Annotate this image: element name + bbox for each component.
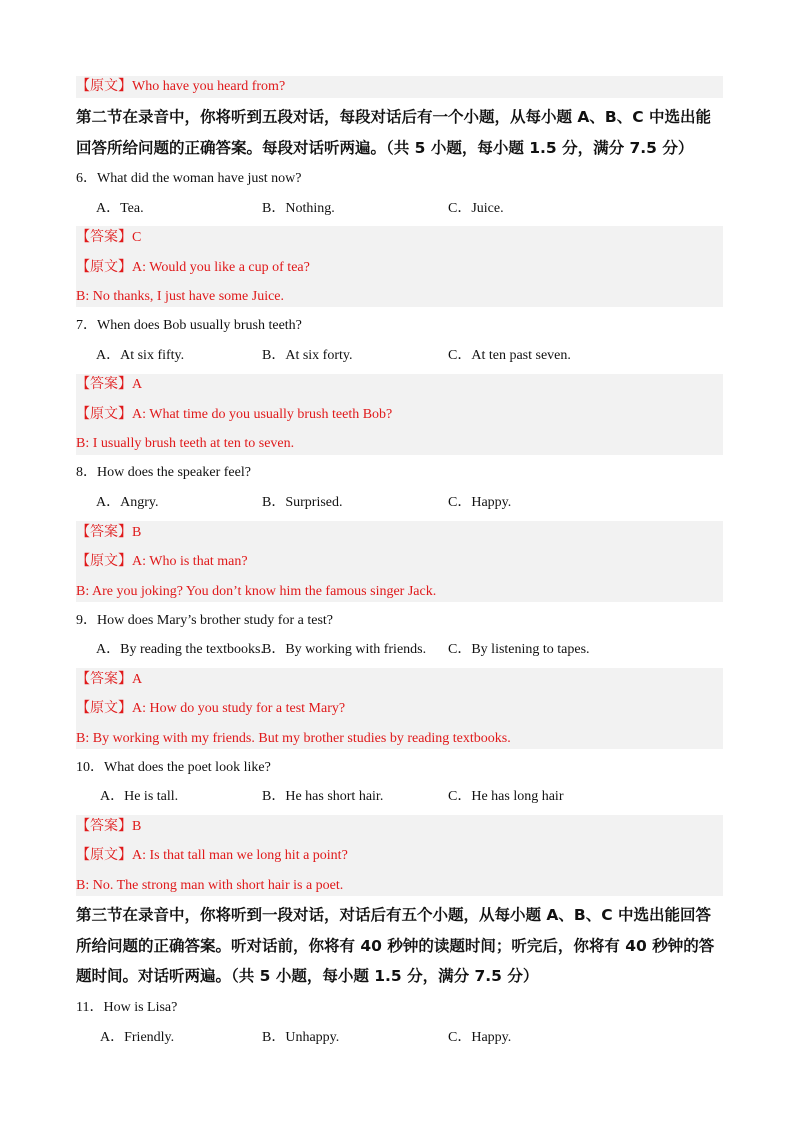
question-6: 6．What did the woman have just now? bbox=[76, 171, 302, 186]
option-c: C．Happy. bbox=[448, 495, 512, 510]
question-10: 10．What does the poet look like? bbox=[76, 760, 271, 775]
option-b: B．Surprised. bbox=[262, 495, 343, 510]
question-7: 7．When does Bob usually brush teeth? bbox=[76, 318, 302, 333]
question-9: 9．How does Mary’s brother study for a test? bbox=[76, 613, 334, 628]
option-b: B．At six forty. bbox=[262, 348, 353, 363]
option-a: A．Friendly. bbox=[100, 1030, 175, 1045]
answer: 【答案】B bbox=[76, 819, 142, 834]
option-c: C．By listening to tapes. bbox=[448, 642, 590, 657]
original-text: 【原文】A: Would you like a cup of tea? bbox=[76, 260, 310, 275]
option-c: C．Juice. bbox=[448, 201, 504, 216]
original-text: 【原文】A: Who is that man? bbox=[76, 554, 248, 569]
section-3-instructions: 第三节在录音中，你将听到一段对话，对话后有五个小题，从每小题 A、B、C 中选出能回答所给问题的正确答案。听对话前，你将有 40 秒钟的读题时间；听完后，你将有 40 秒钟的答题时间。对话听两遍。（共 5 小题，每小题 1.5 分，满分 7.5 分） bbox=[76, 906, 715, 985]
option-b: B．He has short hair. bbox=[262, 789, 384, 804]
original-text: 【原文】Who have you heard from? bbox=[76, 79, 286, 94]
question-8: 8．How does the speaker feel? bbox=[76, 465, 251, 480]
original-text: 【原文】A: Is that tall man we long hit a point? bbox=[76, 848, 348, 863]
answer: 【答案】C bbox=[76, 230, 142, 245]
option-a: A．Angry. bbox=[96, 495, 159, 510]
option-b: B．Nothing. bbox=[262, 201, 335, 216]
original-text: B: No thanks, I just have some Juice. bbox=[76, 289, 285, 304]
original-text: 【原文】A: What time do you usually brush teeth Bob? bbox=[76, 407, 393, 422]
original-text: B: No. The strong man with short hair is a poet. bbox=[76, 878, 344, 893]
original-text: B: Are you joking? You don’t know him the famous singer Jack. bbox=[76, 584, 437, 599]
option-a: A．At six fifty. bbox=[96, 348, 185, 363]
section-2-instructions: 第二节在录音中，你将听到五段对话，每段对话后有一个小题，从每小题 A、B、C 中选出能回答所给问题的正确答案。每段对话听两遍。（共 5 小题，每小题 1.5 分，满分 7.5 分） bbox=[76, 108, 711, 157]
option-c: C．He has long hair bbox=[448, 789, 564, 804]
answer: 【答案】A bbox=[76, 672, 143, 687]
answer: 【答案】A bbox=[76, 377, 143, 392]
question-11: 11．How is Lisa? bbox=[76, 1000, 178, 1015]
original-text: 【原文】A: How do you study for a test Mary? bbox=[76, 701, 346, 716]
option-b: B．Unhappy. bbox=[262, 1030, 340, 1045]
option-c: C．Happy. bbox=[448, 1030, 512, 1045]
option-a: A．He is tall. bbox=[100, 789, 179, 804]
option-a: A．By reading the textbooks. bbox=[96, 642, 264, 657]
option-b: B．By working with friends. bbox=[262, 642, 427, 657]
option-a: A．Tea. bbox=[96, 201, 144, 216]
original-text: B: By working with my friends. But my brother studies by reading textbooks. bbox=[76, 731, 511, 746]
original-text: B: I usually brush teeth at ten to seven. bbox=[76, 436, 295, 451]
answer: 【答案】B bbox=[76, 525, 142, 540]
option-c: C．At ten past seven. bbox=[448, 348, 571, 363]
